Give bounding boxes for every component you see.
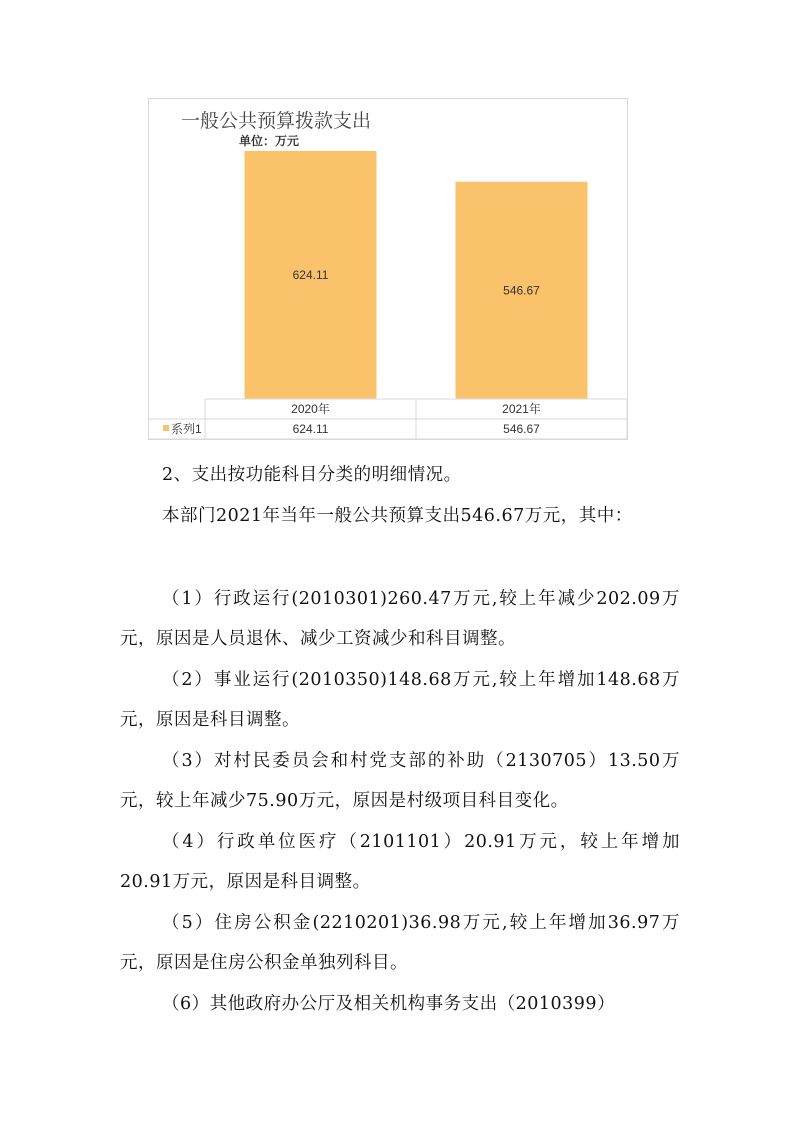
chart-unit: 单位：万元 <box>239 134 300 148</box>
section-heading: 2、支出按功能科目分类的明细情况。 <box>162 465 462 485</box>
category-label-1: 2020年 <box>291 402 330 416</box>
item-paragraph-5: （5）住房公积金(2210201)36.98万元,较上年增加36.97万元，原因是住房公积金单独列科目。 <box>120 913 680 973</box>
chart-svg <box>149 99 629 441</box>
item-paragraph-6: （6）其他政府办公厅及相关机构事务支出（2010399） <box>162 994 616 1014</box>
budget-chart <box>148 98 628 440</box>
intro-paragraph: 本部门2021年当年一般公共预算支出546.67万元，其中： <box>162 506 633 526</box>
data-table <box>149 399 627 439</box>
bars-layer <box>245 151 588 399</box>
category-label-2: 2021年 <box>502 402 541 416</box>
legend-label: 系列1 <box>171 422 202 436</box>
table-value-1: 624.11 <box>292 422 329 436</box>
item-paragraph-1: （1）行政运行(2010301)260.47万元,较上年减少202.09万元，原因是人员退休、减少工资减少和科目调整。 <box>120 589 680 649</box>
item-paragraph-3: （3）对村民委员会和村党支部的补助（2130705）13.50万元，较上年减少75.90万元，原因是村级项目科目变化。 <box>120 751 680 811</box>
chart-title: 一般公共预算拨款支出 <box>181 110 372 132</box>
table-value-2: 546.67 <box>503 422 540 436</box>
bar-value-label-2: 546.67 <box>503 283 540 298</box>
item-paragraph-4: （4）行政单位医疗（2101101）20.91万元，较上年增加20.91万元，原因是科目调整。 <box>120 832 680 892</box>
item-paragraph-2: （2）事业运行(2010350)148.68万元,较上年增加148.68万元，原因是科目调整。 <box>120 670 680 730</box>
bar-value-label-1: 624.11 <box>292 268 329 282</box>
legend-swatch <box>163 425 169 431</box>
